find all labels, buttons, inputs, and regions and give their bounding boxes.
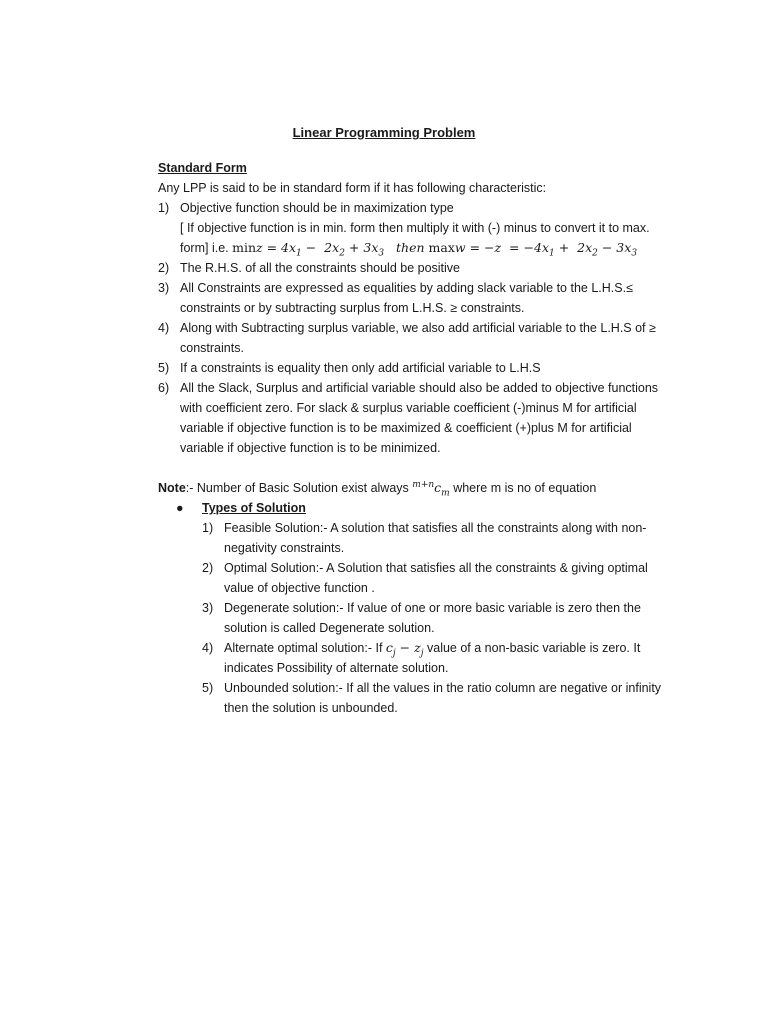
list-item [158,318,678,358]
list-item-text: Feasible Solution:- A solution that satisfies all the constraints along with non-negativity constraints. [224,521,647,555]
formula-prefix: form] i.e. [180,241,229,255]
list-item [158,378,678,458]
list-item-text: Unbounded solution:- If all the values in the ratio column are negative or infinity then the solution is unbounded. [224,681,662,715]
list-number: 4) [158,321,170,335]
list-item-text: All Constraints are expressed as equalities by adding slack variable to the L.H.S.≤ constraints or by subtracting surplus from L.H.S. ≥ constraints. [180,281,633,315]
list-number: 1) [202,521,214,535]
list-number: 3) [202,601,214,615]
list-item-text: Objective function should be in maximization type [180,201,454,215]
list-item-text: [ If objective function is in min. form then multiply it with (-) minus to convert it to max. [180,221,650,235]
list-item [202,638,678,678]
list-number: 4) [202,641,214,655]
note-text: where m is no of equation [449,481,597,495]
list-item-text: Optimal Solution:- A Solution that satisfies all the constraints & giving optimal value of objective function . [224,561,648,595]
list-item [158,278,678,318]
formula-line [180,238,678,258]
list-item [158,258,678,278]
list-item [202,558,678,598]
list-item [202,678,678,718]
list-item-text: Alternate optimal solution:- If [224,641,386,655]
types-heading: Types of Solution [202,501,306,515]
list-number: 6) [158,381,170,395]
list-item [202,518,678,558]
list-item-text: If a constraints is equality then only add artificial variable to L.H.S [180,361,541,375]
list-number: 2) [202,561,214,575]
list-item-text: The R.H.S. of all the constraints should be positive [180,261,461,275]
solution-types-list [202,518,678,718]
list-item-text: value of a non-basic variable is zero. It indicates Possibility of alternate solution. [224,641,641,675]
note-label: Note [158,481,186,495]
combination-formula: $^{m+n}c_m$ [412,479,450,499]
list-item-text: Degenerate solution:- If value of one or more basic variable is zero then the solution is called Degenerate solution. [224,601,641,635]
list-item [158,198,678,258]
list-item-text: Along with Subtracting surplus variable, we also add artificial variable to the L.H.S of ≥ constraints. [180,321,656,355]
list-number: 1) [158,201,170,215]
document-body [158,158,678,718]
section-heading: Standard Form [158,161,247,175]
list-number: 3) [158,281,170,295]
list-item [202,598,678,638]
objective-conversion-formula: $\min z = 4x_1 - 2x_2 + 3x_3$ then $\max w = -z = -4x_1 + 2x_2 - 3x_3$ [232,240,638,259]
reduced-cost-formula: $c_j - z_j$ [385,640,424,659]
types-of-solution [158,498,678,718]
note-paragraph [158,478,678,498]
list-item-text: All the Slack, Surplus and artificial variable should also be added to objective functions with coefficient zero. For slack & surplus variable coefficient (-)minus M for artificial variable if objective function is to be maximized & coefficient (+)plus M for artificial variable if objective function is to be minimized. [180,381,659,455]
bullet-icon: ● [176,501,184,515]
page-title: Linear Programming Problem [292,125,476,140]
list-number: 5) [202,681,214,695]
list-number: 2) [158,261,170,275]
list-number: 5) [158,361,170,375]
note-text: :- Number of Basic Solution exist always [185,481,413,495]
characteristics-list [158,198,678,458]
list-item [158,358,678,378]
intro-text: Any LPP is said to be in standard form if it has following characteristic: [158,181,547,195]
